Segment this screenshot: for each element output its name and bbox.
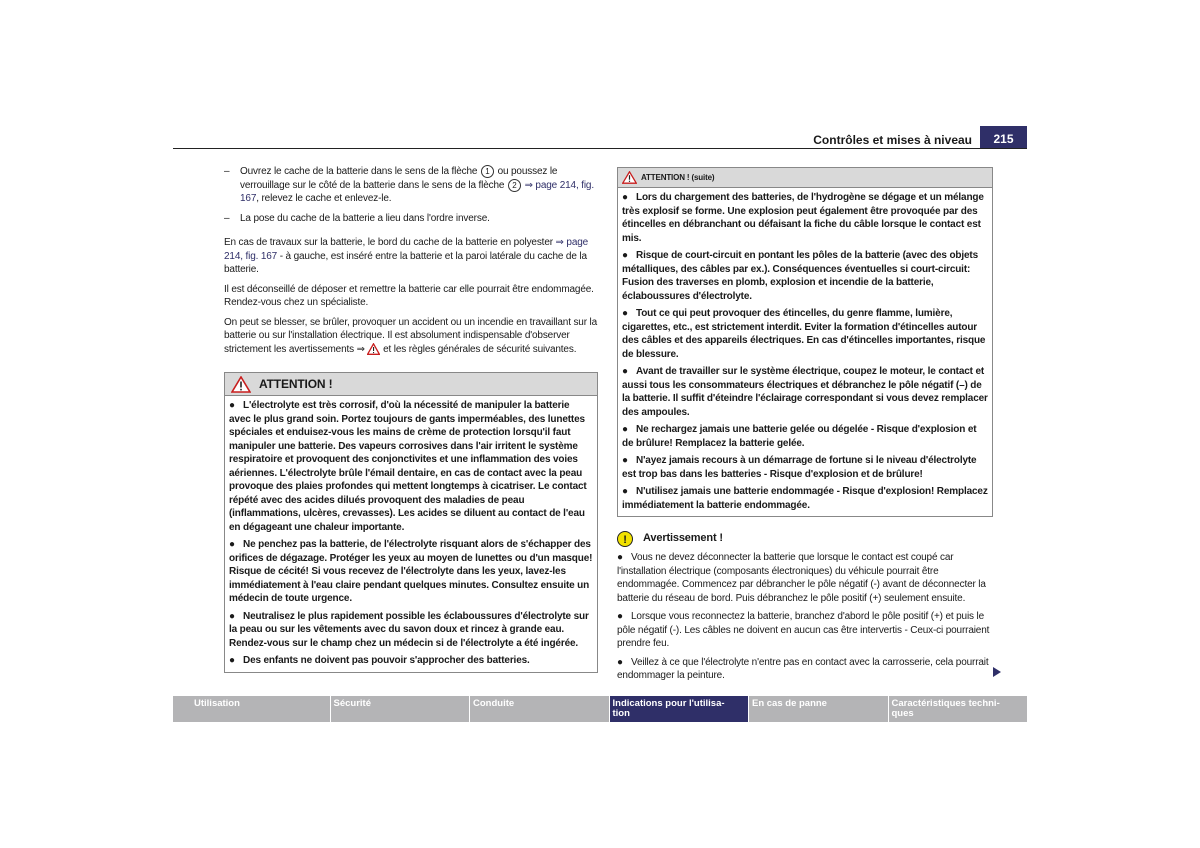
step-text: ou poussez le verrouillage sur le côté de la batterie dans le sens de la flèche: [240, 166, 558, 191]
warning-item: ● Lors du chargement des batteries, de l'hydrogène se dégage et un mélange très explosif se forme. Une explosion peut également être provoquée par des étincelles en débranchant ou défaisant la fiche du câble lorsque le contact est mis.: [622, 192, 984, 244]
notice-item: ● Lorsque vous reconnectez la batterie, branchez d'abord le pôle positif (+) et puis le pôle négatif (-). Les câbles ne doivent en aucun cas être intervertis - Ceux-ci pourraient prendre feu.: [617, 611, 990, 649]
instruction-step: [224, 212, 598, 226]
tab-utilisation[interactable]: Utilisation: [173, 696, 330, 722]
callout-1-icon: 1: [481, 165, 494, 178]
warning-triangle-icon: [231, 376, 251, 393]
warning-box-header: [225, 373, 597, 396]
figure-reference-link[interactable]: ⇒ page 214, fig. 167: [224, 237, 589, 262]
notice-item: ● Vous ne devez déconnecter la batterie que lorsque le contact est coupé car l'installation électrique (composants électroniques) du véhicule pourrait être endommagée. Commencez par débrancher le pôle négatif (-) avant de déconnecter la batterie du réseau de bord. Puis débranchez le pôle positif (+) seulement ensuite.: [617, 552, 986, 604]
paragraph: On peut se blesser, se brûler, provoquer un accident ou un incendie en travaillant sur la batterie ou sur l'installation électrique. Il est absolument indispensable d'observer strictement les avertissements ⇒ et les règles générales de sécurité suivantes.: [224, 316, 597, 355]
dash-marker: –: [224, 212, 230, 224]
warning-title: ATTENTION ! (suite): [641, 172, 715, 182]
warning-item: ● Ne rechargez jamais une batterie gelée ou dégelée - Risque d'explosion et de brûlure! Remplacez la batterie gelée.: [622, 424, 977, 449]
warning-box-body: [618, 188, 992, 516]
step-text: , relevez le cache et enlevez-le.: [256, 193, 392, 205]
warning-item: ● Avant de travailler sur le système électrique, coupez le moteur, le contact et aussi tous les consommateurs électriques et débranchez le pôle négatif (–) de la batterie. Il suffit d'éteindre l'éclairage correspondant si vous devez remplacer des ampoules.: [622, 366, 988, 418]
warning-item: ● N'utilisez jamais une batterie endommagée - Risque d'explosion! Remplacez immédiatement la batterie endommagée.: [622, 486, 988, 511]
warning-box-body: [225, 396, 597, 672]
tab-securite[interactable]: Sécurité: [331, 696, 470, 722]
notice-item: ● Veillez à ce que l'électrolyte n'entre pas en contact avec la carrosserie, cela pourrait endommager la peinture.: [617, 656, 989, 681]
tab-caracteristiques-techniques[interactable]: Caractéristiques techni- ques: [889, 696, 1028, 722]
dash-marker: –: [224, 166, 230, 177]
continue-arrow-icon: [993, 667, 1001, 677]
figure-reference-link[interactable]: ⇒ page 214, fig. 167: [240, 179, 594, 205]
right-column: [617, 167, 993, 688]
exclamation-icon: !: [617, 531, 633, 547]
warning-item: ● Neutralisez le plus rapidement possible les éclaboussures d'électrolyte sur la peau ou sur les vêtements avec du savon doux et rincez à grande eau. Rendez-vous sur le champ chez un médecin si de l'électrolyte a été ingérée.: [229, 610, 589, 649]
warning-box: [224, 372, 598, 673]
chapter-tabs: [173, 696, 1027, 722]
warning-item: ● Tout ce qui peut provoquer des étincelles, du genre flamme, lumière, cigarettes, etc., est strictement interdit. Eviter la formation d'étincelles autour des câbles et des appareils électriques. En cas d'étincelles importantes, risque de blessure.: [622, 308, 986, 360]
warning-item: ● Des enfants ne doivent pas pouvoir s'approcher des batteries.: [229, 655, 530, 667]
left-column: [224, 165, 598, 673]
page-header-title: Contrôles et mises à niveau: [813, 133, 972, 147]
tab-conduite[interactable]: Conduite: [470, 696, 609, 722]
warning-item: ● N'ayez jamais recours à un démarrage de fortune si le niveau d'électrolyte est trop bas dans les batteries - Risque d'explosion et de brûlure!: [622, 455, 977, 480]
callout-2-icon: 2: [508, 179, 521, 192]
warning-item: ● Risque de court-circuit en pontant les pôles de la batterie (avec des objets métalliques, des câbles par ex.). Conséquences éventuelles si court-circuit: Fusion des traverses en plomb, explosion et incendie de la batterie, éclaboussures d'électrolyte.: [622, 250, 979, 302]
warning-box-header: [618, 168, 992, 188]
warning-title: ATTENTION !: [259, 376, 333, 391]
warning-triangle-icon[interactable]: [367, 343, 380, 355]
warning-item: ● L'électrolyte est très corrosif, d'où la nécessité de manipuler la batterie avec le plus grand soin. Portez toujours de gants imperméables, des lunettes spéciales et enduisez-vous les mains de crème de protection lorsqu'il faut manipuler une batterie. Des vapeurs corrosives dans l'air irritent le système respiratoire et provoquent des conjonctivites et une inflammation des voies aériennes. L'électrolyte brûle l'émail dentaire, en cas de contact avec la peau provoque des plaies profondes qui mettent longtemps à cicatriser. Le contact répété avec des acides dilués provoquent des maladies de peau (inflammations, ulcères, crevasses). Les acides se diluent au contact de l'eau en dégageant une chaleur importante.: [229, 400, 587, 533]
header-rule: [173, 148, 1027, 149]
warning-box-continued: [617, 167, 993, 517]
notice-header: [617, 531, 993, 547]
paragraph: En cas de travaux sur la batterie, le bord du cache de la batterie en polyester ⇒ page 214, fig. 167 - à gauche, est inséré entre la batterie et la paroi latérale du cache de la batterie.: [224, 237, 589, 276]
paragraph: Il est déconseillé de déposer et remettre la batterie car elle pourrait être endommagée. Rendez-vous chez un spécialiste.: [224, 283, 594, 309]
instruction-step: [224, 165, 598, 206]
warning-item: ● Ne penchez pas la batterie, de l'électrolyte risquant alors de s'échapper des orifices de dégazage. Protéger les yeux au moyen de lunettes ou d'un masque! Risque de cécité! Si vous recevez de l'électrolyte dans les yeux, lavez-les immédiatement à l'eau claire pendant quelques minutes. Consultez ensuite un médecin de toute urgence.: [229, 539, 593, 605]
tab-en-cas-de-panne[interactable]: En cas de panne: [749, 696, 888, 722]
notice-title: Avertissement !: [643, 532, 723, 545]
warning-triangle-icon: [622, 171, 637, 184]
step-text: Ouvrez le cache de la batterie dans le sens de la flèche: [240, 166, 480, 178]
step-text: La pose du cache de la batterie a lieu dans l'ordre inverse.: [240, 212, 490, 224]
page-number: 215: [980, 126, 1027, 149]
tab-indications-utilisation[interactable]: Indications pour l'utilisa- tion: [610, 696, 749, 722]
